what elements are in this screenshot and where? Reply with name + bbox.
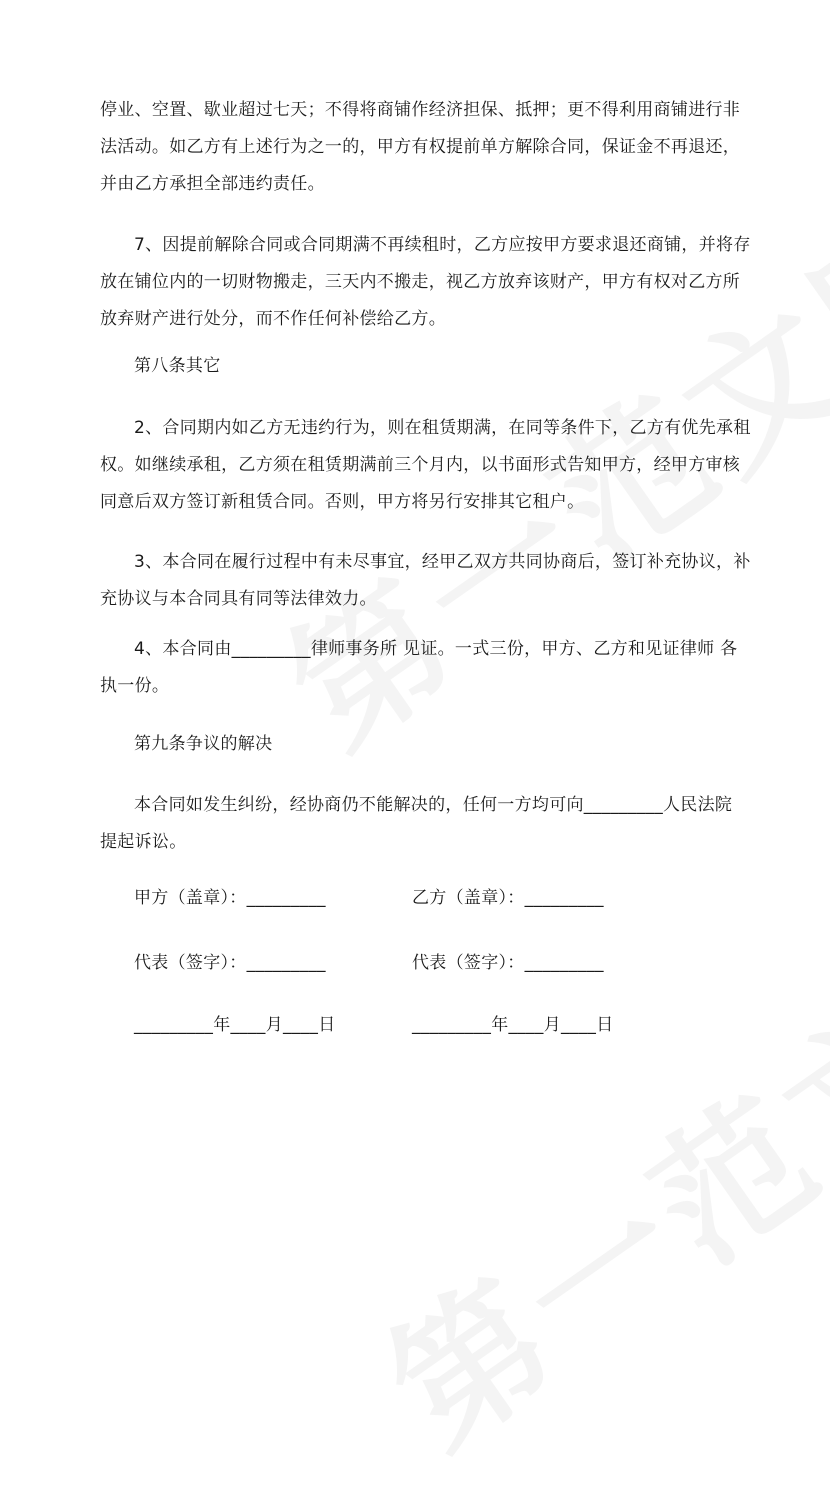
text-line: 3、本合同在履行过程中有未尽事宜，经甲乙双方共同协商后，签订补充协议，补 [134,552,751,572]
text-line: 7、因提前解除合同或合同期满不再续租时，乙方应按甲方要求退还商铺，并将存 [134,235,751,255]
text-line: 2、合同期内如乙方无违约行为，则在租赁期满，在同等条件下，乙方有优先承租 [134,418,751,438]
text-line: 同意后双方签订新租赁合同。否则，甲方将另行安排其它租户。 [100,492,585,512]
text-line: 4、本合同由_________律师事务所 见证。一式三份，甲方、乙方和见证律师 各 [134,639,738,659]
clause-item-4 [100,631,740,705]
section-heading-9 [100,726,740,763]
clause-item-2 [100,410,751,521]
text-line: 本合同如发生纠纷，经协商仍不能解决的，任何一方均可向_________人民法院 [134,795,733,815]
party-a-rep-field: 代表（签字）：_________ [134,953,326,973]
party-a-date-field: _________年____月____日 [134,1015,336,1035]
text-line: 停业、空置、歇业超过七天；不得将商铺作经济担保、抵押；更不得利用商铺进行非 [100,100,741,120]
heading-text: 第九条争议的解决 [134,734,273,754]
clause-item-7 [100,227,751,338]
text-line: 权。如继续承租，乙方须在租赁期满前三个月内，以书面形式告知甲方，经甲方审核 [100,455,741,475]
clause-item-3 [100,544,751,618]
text-line: 提起诉讼。 [100,832,187,852]
text-line: 充协议与本合同具有同等法律效力。 [100,589,377,609]
text-line: 放在铺位内的一切财物搬走，三天内不搬走，视乙方放弃该财产，甲方有权对乙方所 [100,272,741,292]
text-line: 放弃财产进行处分，而不作任何补偿给乙方。 [100,309,446,329]
party-b-date-field: _________年____月____日 [412,1015,614,1035]
text-line: 并由乙方承担全部违约责任。 [100,174,325,194]
watermark-bottom [340,850,830,1486]
text-line: 法活动。如乙方有上述行为之一的，甲方有权提前单方解除合同，保证金不再退还， [100,137,741,157]
section-heading-8 [100,348,740,385]
heading-text: 第八条其它 [134,356,221,376]
party-b-rep-field: 代表（签字）：_________ [412,953,604,973]
party-a-seal-field: 甲方（盖章）：_________ [134,888,326,908]
dispute-clause [100,787,740,861]
party-b-seal-field: 乙方（盖章）：_________ [412,888,604,908]
text-line: 执一份。 [100,676,170,696]
paragraph-continuation [100,92,740,203]
